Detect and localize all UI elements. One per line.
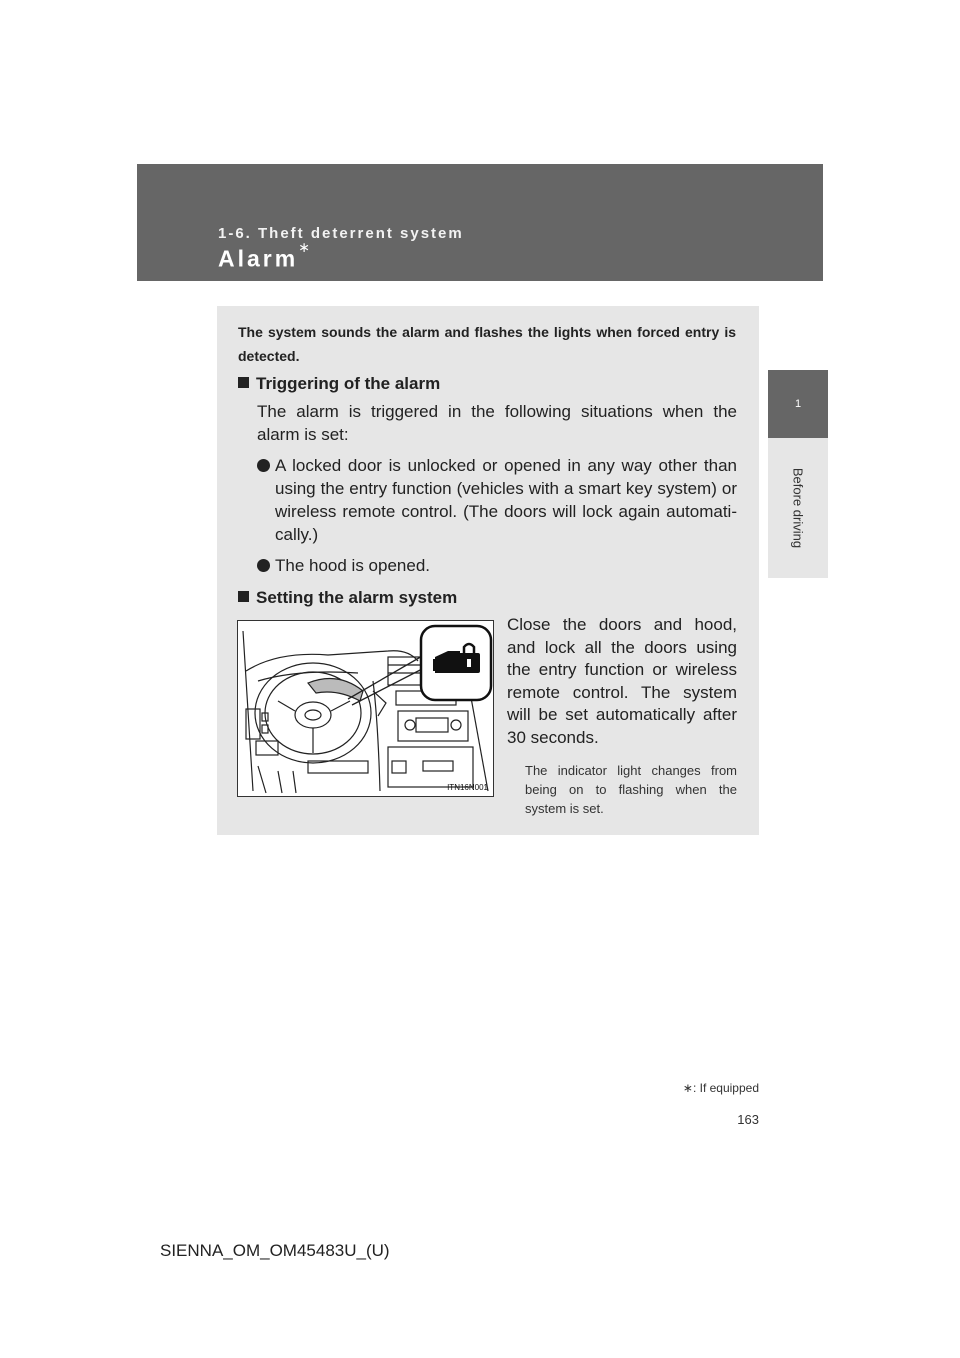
bullet-item: A locked door is unlocked or opened in any way other than using the entry function (vehicles with a smart key system) or wireless remote control. (The doors will lock again automati-cally.) — [257, 454, 737, 546]
content-box — [217, 306, 759, 835]
dashboard-drawing — [238, 621, 493, 796]
dashboard-illustration — [237, 620, 494, 797]
heading-triggering: Triggering of the alarm — [238, 374, 440, 394]
section-label: 1-6. Theft deterrent system — [218, 225, 464, 242]
title-asterisk: ∗ — [298, 239, 310, 255]
triggering-text: The alarm is triggered in the following situations when the alarm is set: — [257, 402, 737, 444]
document-id: SIENNA_OM_OM45483U_(U) — [160, 1241, 390, 1260]
square-bullet-icon — [238, 377, 249, 388]
page-number: 163 — [737, 1112, 759, 1127]
intro-text: The system sounds the alarm and flashes the lights when forced entry is detected. — [238, 324, 736, 364]
round-bullet-icon — [257, 559, 270, 572]
square-bullet-icon — [238, 591, 249, 602]
heading-setting: Setting the alarm system — [238, 588, 457, 608]
figure-code: ITN16N001 — [447, 783, 488, 792]
page-title: Alarm∗ — [218, 239, 310, 272]
bullet-item: The hood is opened. — [257, 554, 737, 577]
indicator-note: The indicator light changes from being on to flashing when the system is set. — [525, 763, 737, 816]
footnote-asterisk: ∗ — [682, 1081, 693, 1095]
footnote: ∗: If equipped — [682, 1081, 759, 1095]
setting-text: Close the doors and hood, and lock all the doors using the entry function or wireless remote control. The system will be set automatically after 30 seconds. — [507, 615, 737, 747]
round-bullet-icon — [257, 459, 270, 472]
chapter-tab[interactable] — [768, 438, 828, 578]
alarm-indicator-icon — [421, 626, 491, 700]
chapter-tab-number[interactable]: 1 — [768, 370, 828, 438]
chapter-tab-label: Before driving — [790, 467, 806, 549]
page-header — [137, 164, 823, 281]
